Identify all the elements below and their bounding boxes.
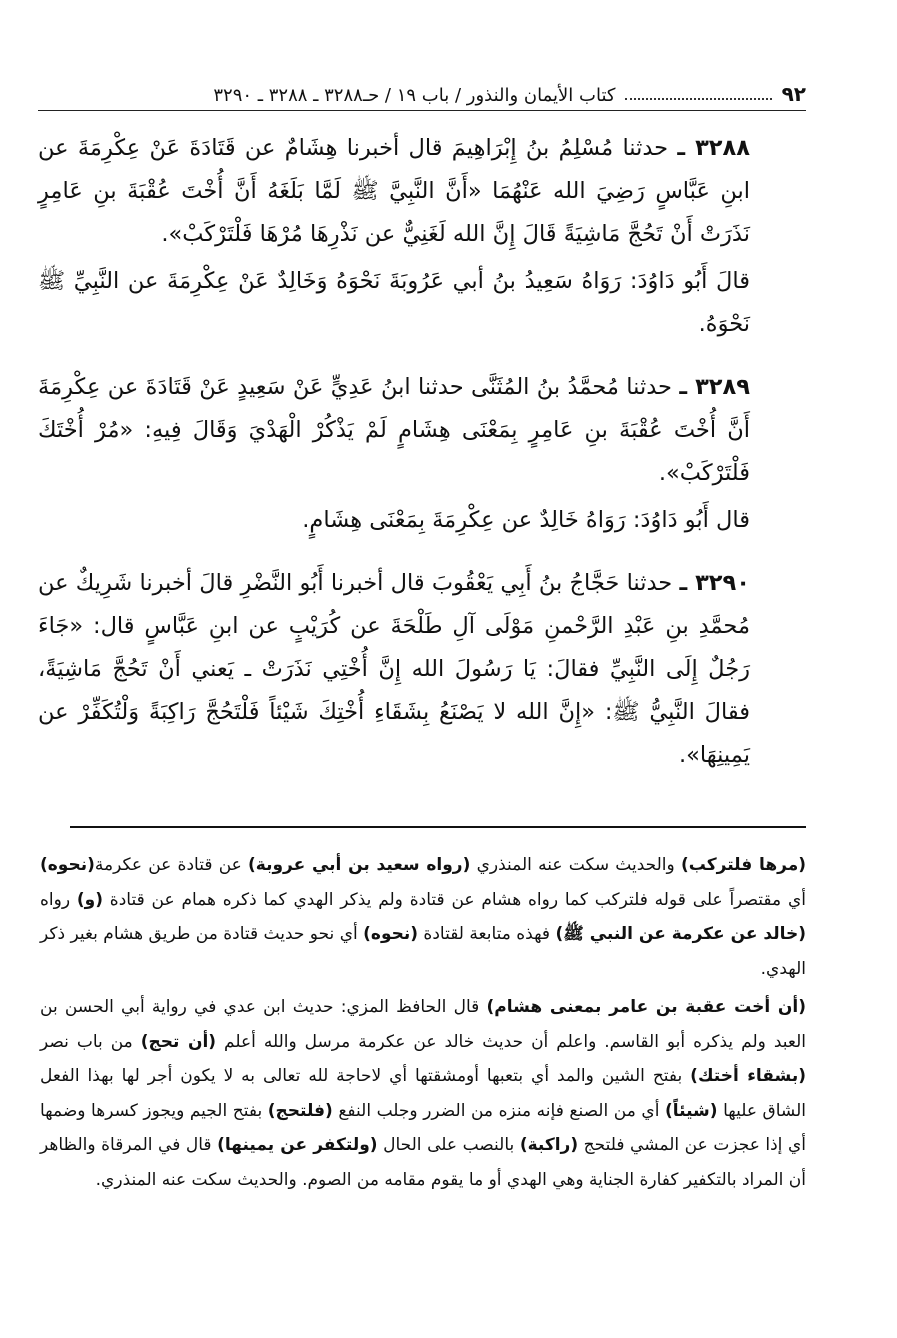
hadith-3288: [38, 127, 806, 256]
footnote-divider: [70, 826, 806, 828]
footnote-text: من باب نصر: [40, 1031, 141, 1052]
hadith-text: حدثنا مُسْلِمُ بنُ إِبْرَاهِيمَ قال أخبرنا هِشَامٌ عن قَتَادَةَ عَنْ عِكْرِمَةَ عن ابنِ عَبَّاسٍ رَضِيَ الله عَنْهُمَا «أَنَّ النَّبِيَّ ﷺ لَمَّا بَلَغَهُ أَنَّ أُخْتَ عُقْبَةَ بنِ عَامِرٍ نَذَرَتْ أَنْ تَحُجَّ مَاشِيَةً قَالَ إِنَّ الله لَغَنِيٌّ عن نَذْرِهَا مُرْهَا فَلْتَرْكَبْ».: [38, 135, 750, 247]
footnote-keyword: (ولتكفر عن يمينها): [217, 1135, 378, 1155]
hadith-3290: [38, 562, 806, 777]
footnote-keyword: (خالد عن عكرمة عن النبي ﷺ): [555, 924, 807, 944]
footnote-text: أي من الصنع فإنه منزه من الضرر وجلب النفع: [332, 1100, 665, 1121]
footnote-keyword: (شيئاً): [664, 1100, 718, 1121]
running-title: كتاب الأيمان والنذور / باب ١٩ / حـ٣٢٨٨ ـ ٣٢٨٨ ـ ٣٢٩٠: [213, 85, 616, 106]
page-header: [38, 72, 806, 111]
footnote-1: [40, 848, 806, 986]
hadith-number: ٣٢٨٩ ـ: [679, 374, 750, 400]
abu-dawud-note: قالَ أَبُو دَاوُدَ: رَوَاهُ سَعِيدُ بنُ أبي عَرُوبَةَ نَحْوَهُ وَخَالِدٌ عَنْ عِكْرِمَةَ عن النَّبِيِّ ﷺ نَحْوَهُ.: [38, 268, 750, 337]
footnote-text: فهذه متابعة لقتادة: [418, 924, 556, 944]
footnote-text: بفتح الجيم ويجوز كسرها وضمها أي إذا عجزت عن المشي فلتحج: [40, 1100, 806, 1155]
footnote-text: قال في المرقاة والظاهر أن المراد بالتكفير كفارة الجناية وهي الهدي أو ما يقوم مقامه من الصوم. والحديث سكت عنه المنذري.: [40, 1135, 806, 1190]
book-page: [38, 72, 806, 1302]
abu-dawud-note: قال أَبُو دَاوُدَ: رَوَاهُ خَالِدٌ عن عِكْرِمَةَ بِمَعْنَى هِشَامٍ.: [302, 507, 750, 533]
footnote-keyword: (رواه سعيد بن أبي عروبة): [248, 855, 471, 875]
footnote-text: عن قتادة عن عكرمة: [94, 855, 249, 875]
footnote-keyword: (أن تحج): [140, 1031, 217, 1052]
footnote-keyword: (نحوه): [363, 924, 419, 944]
hadith-3289: [38, 366, 806, 495]
hadith-number: ٣٢٨٨ ـ: [677, 135, 750, 161]
footnote-keyword: (أن أخت عقبة بن عامر بمعنى هشام): [486, 997, 806, 1017]
footnote-text: والحديث سكت عنه المنذري: [470, 855, 681, 875]
header-dotted-leader: [625, 98, 771, 100]
footnote-keyword: (فلتحج): [267, 1100, 333, 1121]
footnote-keyword: (و): [76, 889, 103, 910]
footnote-text: بالنصب على الحال: [377, 1135, 520, 1155]
footnote-text: بفتح الشين والمد أي بتعبها أومشقتها أي لاحاجة لله تعالى به لا يكون أجر لها بهذا الفعل الشاق عليها: [40, 1066, 806, 1121]
footnote-2: [40, 990, 806, 1197]
footnote-text: قال الحافظ المزي: حديث ابن عدي في رواية أبي الحسن بن العبد ولم يذكره أبو القاسم. واعلم أن حديث خالد عن عكرمة مرسل والله أعلم: [40, 997, 806, 1052]
hadith-text: حدثنا مُحمَّدُ بنُ المُثَنَّى حدثنا ابنُ عَدِيٍّ عَنْ سَعِيدٍ عَنْ قَتَادَةَ عن عِكْرِمَةَ أَنَّ أُخْتَ عُقْبَةَ بنِ عَامِرٍ بِمَعْنَى هِشَامٍ لَمْ يَذْكُرْ الْهَدْيَ وَقَالَ فِيهِ: «مُرْ أُخْتَكَ فَلْتَرْكَبْ».: [38, 374, 750, 486]
footnote-keyword: (نحوه): [40, 855, 95, 875]
footnote-text: رواه: [40, 889, 77, 910]
hadith-number: ٣٢٩٠ ـ: [679, 570, 750, 596]
footnote-keyword: (مرها فلتركب): [680, 855, 807, 875]
footnote-keyword: (بشقاء أختك): [690, 1066, 806, 1086]
footnote-text: أي مقتصراً على قوله فلتركب كما رواه هشام عن قتادة ولم يذكر الهدي كما ذكره همام عن قتادة: [102, 889, 806, 910]
hadith-text: حدثنا حَجَّاجُ بنُ أَبِي يَعْقُوبَ قال أخبرنا أَبُو النَّضْرِ قالَ أخبرنا شَرِيكٌ عن مُحمَّدِ بنِ عَبْدِ الرَّحْمنِ مَوْلَى آلِ طَلْحَةَ عن كُرَيْبٍ عن ابنِ عَبَّاسٍ قال: «جَاءَ رَجُلٌ إِلَى النَّبِيِّ فقالَ: يَا رَسُولَ الله إِنَّ أُخْتِي نَذَرَتْ ـ يَعني أَنْ تَحُجَّ مَاشِيَةً، فقالَ النَّبِيُّ ﷺ: «إِنَّ الله لا يَصْنَعُ بِشَقَاءِ أُخْتِكَ شَيْئاً فَلْتَحُجَّ رَاكِبَةً وَلْتُكَفِّرْ عن يَمِينِهَا».: [38, 570, 750, 768]
footnotes: [40, 848, 806, 1197]
footnote-text: أي نحو حديث قتادة من طريق هشام بغير ذكر الهدي.: [40, 924, 806, 979]
footnote-keyword: (راكبة): [519, 1135, 579, 1155]
page-number: ٩٢: [781, 82, 806, 106]
